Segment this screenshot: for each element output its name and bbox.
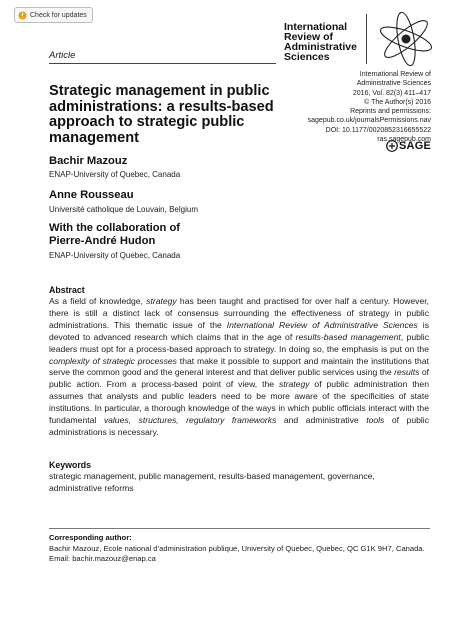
abstract-text-run: As a field of knowledge, <box>49 296 147 306</box>
abstract-text-run: of public administration then assumes that analysts and public leaders need to be more aware of the specificities of state institutions. In particular, a thorough knowledge of the ways in which public officials interact with the fundamental <box>49 379 429 426</box>
author-name: Anne Rousseau <box>49 189 134 201</box>
meta-line: Reprints and permissions: <box>350 108 431 116</box>
abstract-text-run: of public action. From a process-based point of view, the <box>49 367 429 390</box>
author-name: Bachir Mazouz <box>49 155 128 167</box>
abstract-emphasis: results <box>394 367 420 378</box>
abstract-text-run: is devoted to advanced research which claims that in the age of <box>49 319 430 342</box>
collaboration-credit <box>49 222 180 247</box>
header-divider <box>49 63 276 64</box>
abstract-emphasis: values, structures, regulatory frameworks <box>103 415 277 426</box>
meta-line: International Review of <box>359 71 431 78</box>
abstract-text-run: that make it possible to support and maintain the institutions that serve the common good and the general interest and that deliver public services using the <box>49 355 429 378</box>
journal-name-line: Sciences <box>284 51 330 63</box>
permissions-link[interactable]: sagepub.co.uk/journalsPermissions.nav <box>307 117 431 125</box>
header-vertical-divider <box>366 14 367 64</box>
article-type-label: Article <box>49 50 76 61</box>
abstract-text-run: of public administrations is necessary. <box>49 415 429 437</box>
article-title: Strategic management in public administrations: a results-based approach to strategic public management <box>49 83 274 146</box>
footnote-divider <box>49 528 430 529</box>
abstract-body <box>49 296 429 439</box>
corresponding-email-link[interactable]: Email: bachir.mazouz@enap.ca <box>49 554 156 563</box>
abstract-text-run: and administrative <box>276 415 367 426</box>
collaborator-affiliation: ENAP-University of Quebec, Canada <box>49 251 181 260</box>
journal-url-link[interactable]: ras.sagepub.com <box>377 136 431 144</box>
doi-link[interactable]: DOI: 10.1177/0020852316655522 <box>325 126 431 134</box>
journal-name-line: International <box>284 21 348 33</box>
abstract-heading: Abstract <box>49 285 85 295</box>
keywords-heading: Keywords <box>49 460 92 470</box>
meta-line: Administrative Sciences <box>356 80 431 88</box>
corresponding-author-details <box>49 544 439 564</box>
abstract-emphasis: complexity of strategic processes <box>49 355 177 366</box>
update-icon <box>18 11 27 20</box>
abstract-emphasis: International Review of Administrative Sciences <box>226 319 418 330</box>
journal-name-line: Administrative <box>284 41 357 53</box>
collaboration-line: With the collaboration of <box>49 222 181 234</box>
author-affiliation: ENAP-University of Quebec, Canada <box>49 170 181 179</box>
check-for-updates-label: Check for updates <box>30 11 87 19</box>
sage-mark-icon <box>386 140 398 152</box>
abstract-emphasis: tools <box>366 415 385 426</box>
collaborator-name: Pierre-André Hudon <box>49 234 156 247</box>
abstract-emphasis: strategy <box>278 379 310 390</box>
sage-logo <box>386 140 431 152</box>
meta-line: © The Author(s) 2016 <box>364 98 431 106</box>
journal-atom-logo <box>374 10 438 68</box>
abstract-text-run: has been taught and practised for over half a century. However, there is still a distinct lack of consensus surrounding the effectiveness of strategy in public administrations. This thematic issue of the <box>49 296 429 330</box>
corresponding-address: Bachir Mazouz, Ecole national d’administration publique, University of Quebec, Quebec, QC G1K 9H7, Canada. <box>49 544 425 553</box>
abstract-emphasis: results-based management <box>295 331 401 342</box>
keywords-list: strategic management, public management, results-based management, governance, administrative reforms <box>49 471 375 493</box>
corresponding-author-heading: Corresponding author: <box>49 533 132 542</box>
meta-line: 2016, Vol. 82(3) 411–417 <box>352 89 431 97</box>
publisher-name: SAGE <box>399 140 431 152</box>
author-affiliation: Université catholique de Louvain, Belgium <box>49 205 198 214</box>
check-for-updates-button[interactable] <box>14 7 93 23</box>
journal-name-line: Review of <box>284 31 334 43</box>
abstract-emphasis: strategy <box>146 296 177 306</box>
journal-name <box>284 22 374 62</box>
abstract-text-run: , public leaders must opt for a process-based approach to strategy. In doing so, the emphasis is put on the <box>49 331 430 354</box>
